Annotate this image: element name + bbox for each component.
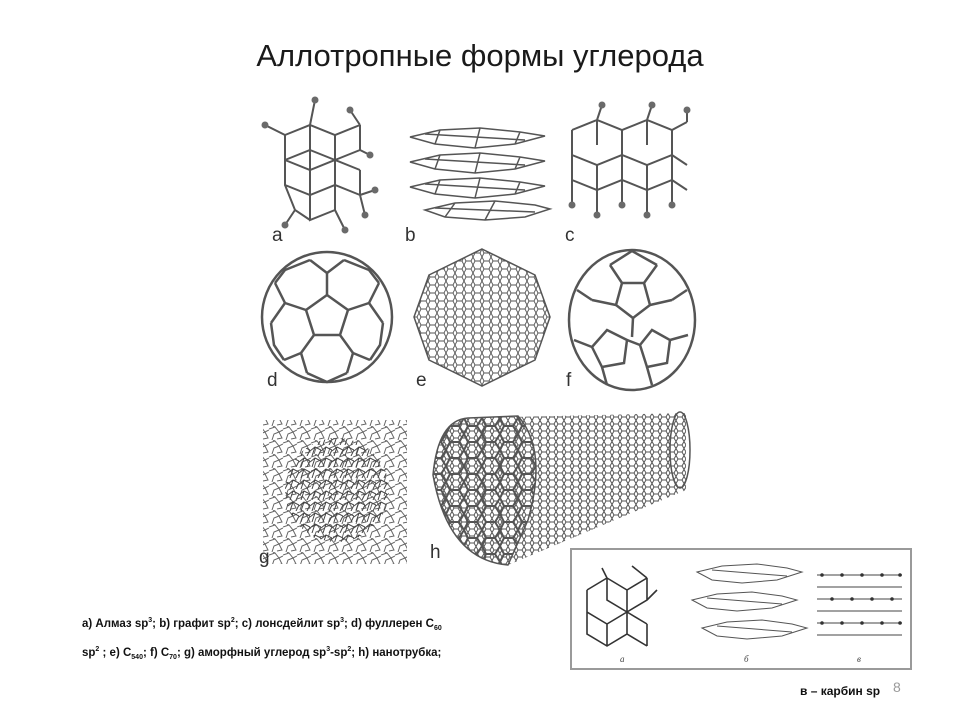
amorphous-carbon-structure [255, 412, 415, 572]
nanotube-svg [428, 410, 693, 570]
panel-label-d: d [267, 370, 278, 391]
carbyne-inset-svg [572, 550, 910, 668]
caption-text: ; c) лонсдейлит sp [234, 617, 341, 630]
caption-text: ; e) C [99, 646, 132, 659]
diamond-lattice-svg [255, 95, 390, 235]
fullerene-c540-structure [410, 245, 555, 390]
inset-label-b: б [744, 654, 749, 664]
nanotube-structure [428, 410, 693, 570]
inset-label-v: в [857, 654, 861, 664]
caption-text: a) Алмаз sp [82, 617, 149, 630]
graphite-structure [405, 122, 555, 222]
caption-text: ; g) аморфный углерод sp [176, 646, 327, 659]
caption-sup: 2 [347, 646, 352, 654]
fullerene-c70-structure [562, 245, 702, 395]
inset-graphite-figure [692, 564, 807, 639]
caption-text: sp [82, 646, 96, 659]
c540-cage-svg [410, 245, 555, 390]
page-number: 8 [893, 679, 901, 695]
panel-label-g: g [259, 547, 270, 568]
panel-label-c: c [565, 225, 575, 246]
caption-text: ; d) фуллерен C [344, 617, 434, 630]
caption-sup: 3 [326, 646, 331, 654]
carbyne-caption: в – карбин sp [800, 684, 881, 698]
c70-cage-svg [562, 245, 702, 395]
slide-title: Аллотропные формы углерода [256, 38, 704, 73]
caption-sub: 540 [131, 654, 143, 662]
caption-sub: 70 [169, 654, 177, 662]
allotropes-caption [82, 610, 552, 668]
caption-text: ; b) графит sp [152, 617, 231, 630]
panel-label-f: f [566, 370, 572, 391]
caption-sup: 3 [148, 617, 153, 624]
diamond-structure [255, 95, 390, 235]
caption-sup: 2 [230, 617, 235, 624]
caption-sup: 3 [340, 617, 345, 624]
panel-label-e: e [416, 370, 427, 391]
caption-text: ; f) C [142, 646, 170, 659]
caption-text: -sp [330, 646, 348, 659]
fullerene-c60-structure [255, 245, 400, 390]
inset-diamond-figure [587, 566, 657, 646]
c60-cage-svg [255, 245, 400, 390]
panel-label-a: a [272, 225, 283, 246]
carbyne-inset [570, 548, 912, 670]
graphite-layers-svg [405, 122, 555, 222]
amorphous-network-svg [255, 412, 415, 572]
panel-label-b: b [405, 225, 416, 246]
caption-text: ; h) нанотрубка; [351, 646, 442, 659]
lonsdaleite-structure [562, 100, 697, 230]
lonsdaleite-lattice-svg [562, 100, 697, 230]
panel-label-h: h [430, 542, 441, 563]
inset-label-a: а [620, 654, 625, 664]
caption-sub: 60 [433, 625, 442, 633]
caption-sup: 2 [95, 646, 100, 654]
inset-carbyne-figure [817, 575, 902, 635]
